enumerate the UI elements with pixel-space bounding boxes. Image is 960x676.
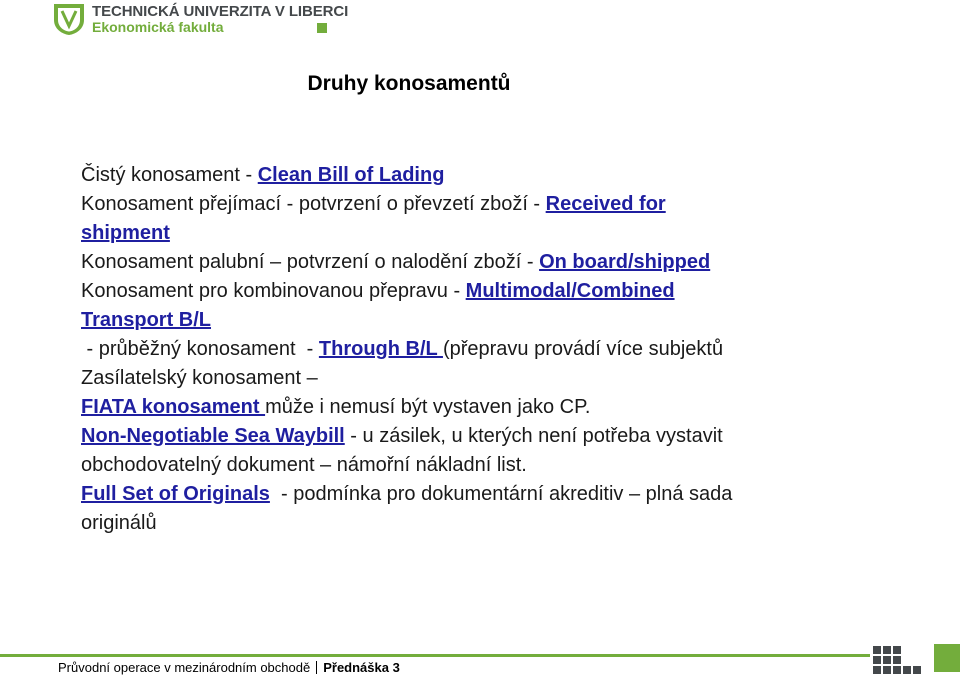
footer-course: Průvodní operace v mezinárodním obchodě xyxy=(58,660,311,675)
slide-title: Druhy konosamentů xyxy=(307,72,511,95)
line-text: Konosament přejímací - potvrzení o převzetí zboží - xyxy=(81,193,546,215)
line-text: Konosament pro kombinovanou přepravu - xyxy=(81,280,466,302)
tul-emblem-icon xyxy=(52,2,86,36)
content-line xyxy=(81,161,881,190)
term-clean-bill-of-lading: Clean Bill of Lading xyxy=(257,164,445,186)
line-text: Konosament palubní – potvrzení o nalodění zboží - xyxy=(81,251,540,273)
content-line xyxy=(81,509,881,538)
content-line xyxy=(81,248,881,277)
content-line xyxy=(81,393,881,422)
line-text: - průběžný konosament - xyxy=(81,338,319,360)
term-non-negotiable-sea-waybill: Non-Negotiable Sea Waybill xyxy=(81,425,345,447)
line-text: originálů xyxy=(81,512,157,534)
footer-lecture: Přednáška 3 xyxy=(323,660,400,675)
grid-logo-icon xyxy=(873,644,933,676)
footer-separator xyxy=(316,661,317,674)
footer-divider xyxy=(0,654,870,657)
content-line xyxy=(81,277,881,306)
line-text: Zasílatelský konosament – xyxy=(81,367,318,389)
content-line xyxy=(81,480,881,509)
line-text: může i nemusí být vystaven jako CP. xyxy=(265,396,591,418)
term-received-for-shipment: Received for xyxy=(545,193,666,215)
content-line xyxy=(81,451,881,480)
term-received-for-shipment-cont: shipment xyxy=(81,222,170,244)
content-line xyxy=(81,306,881,335)
slide-content xyxy=(81,161,881,538)
term-fiata-konosament: FIATA konosament xyxy=(81,396,266,418)
line-text: - podmínka pro dokumentární akreditiv – plná sada xyxy=(269,483,733,505)
line-text: - u zásilek, u kterých není potřeba vystavit xyxy=(344,425,723,447)
term-multimodal-combined: Multimodal/Combined xyxy=(465,280,675,302)
content-line xyxy=(81,422,881,451)
footer xyxy=(58,660,400,675)
term-transport-bl: Transport B/L xyxy=(81,309,212,331)
line-text: (přepravu provádí více subjektů xyxy=(442,338,724,360)
term-through-bl: Through B/L xyxy=(318,338,443,360)
content-line xyxy=(81,190,881,219)
content-line xyxy=(81,335,881,364)
footer-green-block xyxy=(934,644,960,672)
line-text: obchodovatelný dokument – námořní nákladní list. xyxy=(81,454,527,476)
term-full-set-of-originals: Full Set of Originals xyxy=(81,483,270,505)
faculty-name: Ekonomická fakulta xyxy=(92,19,224,35)
university-logo xyxy=(52,2,349,36)
university-name: TECHNICKÁ UNIVERZITA V LIBERCI xyxy=(92,3,349,20)
line-text: Čistý konosament - xyxy=(81,164,258,186)
content-line xyxy=(81,364,881,393)
term-on-board-shipped: On board/shipped xyxy=(539,251,711,273)
logo-square xyxy=(317,23,327,33)
content-line xyxy=(81,219,881,248)
